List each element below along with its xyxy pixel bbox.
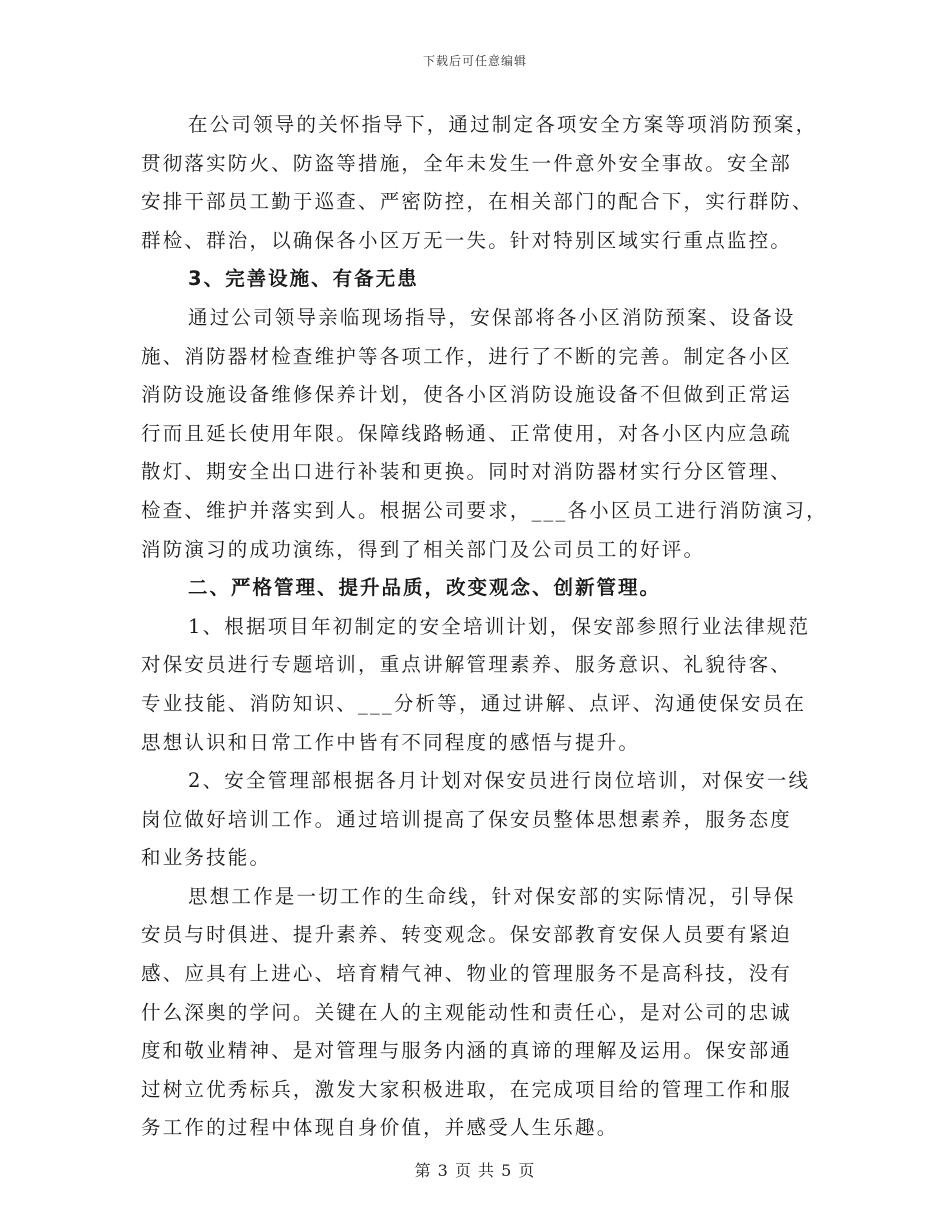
text-line: 散灯、期安全出口进行补装和更换。同时对消防器材实行分区管理、: [141, 460, 793, 484]
text-line: 群检、群治，以确保各小区万无一失。针对特别区域实行重点监控。: [141, 228, 793, 252]
text-line: 什么深奥的学问。关键在人的主观能动性和责任心，是对公司的忠诚: [141, 1000, 793, 1024]
text-line: 对保安员进行专题培训，重点讲解管理素养、服务意识、礼貌待客、: [141, 653, 793, 677]
text-line: 安员与时俱进、提升素养、转变观念。保安部教育安保人员要有紧迫: [141, 923, 793, 947]
text-line: 1、根据项目年初制定的安全培训计划，保安部参照行业法律规范: [188, 614, 811, 638]
text-line: 施、消防器材检查维护等各项工作，进行了不断的完善。制定各小区: [141, 344, 793, 368]
text-line: 岗位做好培训工作。通过培训提高了保安员整体思想素养，服务态度: [141, 807, 793, 831]
text-line: 度和敬业精神、是对管理与服务内涵的真谛的理解及运用。保安部通: [141, 1039, 793, 1063]
text-line: 贯彻落实防火、防盗等措施，全年未发生一件意外安全事故。安全部: [141, 151, 793, 175]
text-line: 思想认识和日常工作中皆有不同程度的感悟与提升。: [141, 730, 641, 754]
page-header: 下载后可任意编辑: [422, 54, 527, 68]
text-line: 安排干部员工勤于巡查、严密防控，在相关部门的配合下，实行群防、: [141, 190, 814, 214]
document-body: [141, 106, 828, 1148]
text-line: 检查、维护并落实到人。根据公司要求，___各小区员工进行消防演习，: [141, 498, 828, 522]
text-line: 通过公司领导亲临现场指导，安保部将各小区消防预案、设备设: [188, 305, 796, 329]
text-line: 2、安全管理部根据各月计划对保安员进行岗位培训，对保安一线: [188, 769, 811, 793]
text-line: 行而且延长使用年限。保障线路畅通、正常使用，对各小区内应急疏: [141, 421, 793, 445]
text-line: 务工作的过程中体现自身价值，并感受人生乐趣。: [141, 1116, 619, 1140]
text-line: 和业务技能。: [141, 846, 272, 870]
text-line: 在公司领导的关怀指导下，通过制定各项安全方案等项消防预案，: [188, 113, 818, 136]
section-heading: 3、完善设施、有备无患: [188, 267, 419, 291]
text-line: 专业技能、消防知识、___分析等，通过讲解、点评、沟通使保安员在: [141, 691, 807, 715]
text-line: 思想工作是一切工作的生命线，针对保安部的实际情况，引导保: [188, 884, 796, 908]
text-line: 过树立优秀标兵，激发大家积极进取，在完成项目给的管理工作和服: [141, 1077, 793, 1101]
section-heading: 二、严格管理、提升品质，改变观念、创新管理。: [188, 576, 662, 600]
text-line: 感、应具有上进心、培育精气神、物业的管理服务不是高科技，没有: [141, 962, 793, 986]
page-number-footer: 第 3 页 共 5 页: [414, 1161, 536, 1180]
text-line: 消防演习的成功演练，得到了相关部门及公司员工的好评。: [141, 537, 706, 561]
text-line: 消防设施设备维修保养计划，使各小区消防设施设备不但做到正常运: [141, 383, 793, 407]
